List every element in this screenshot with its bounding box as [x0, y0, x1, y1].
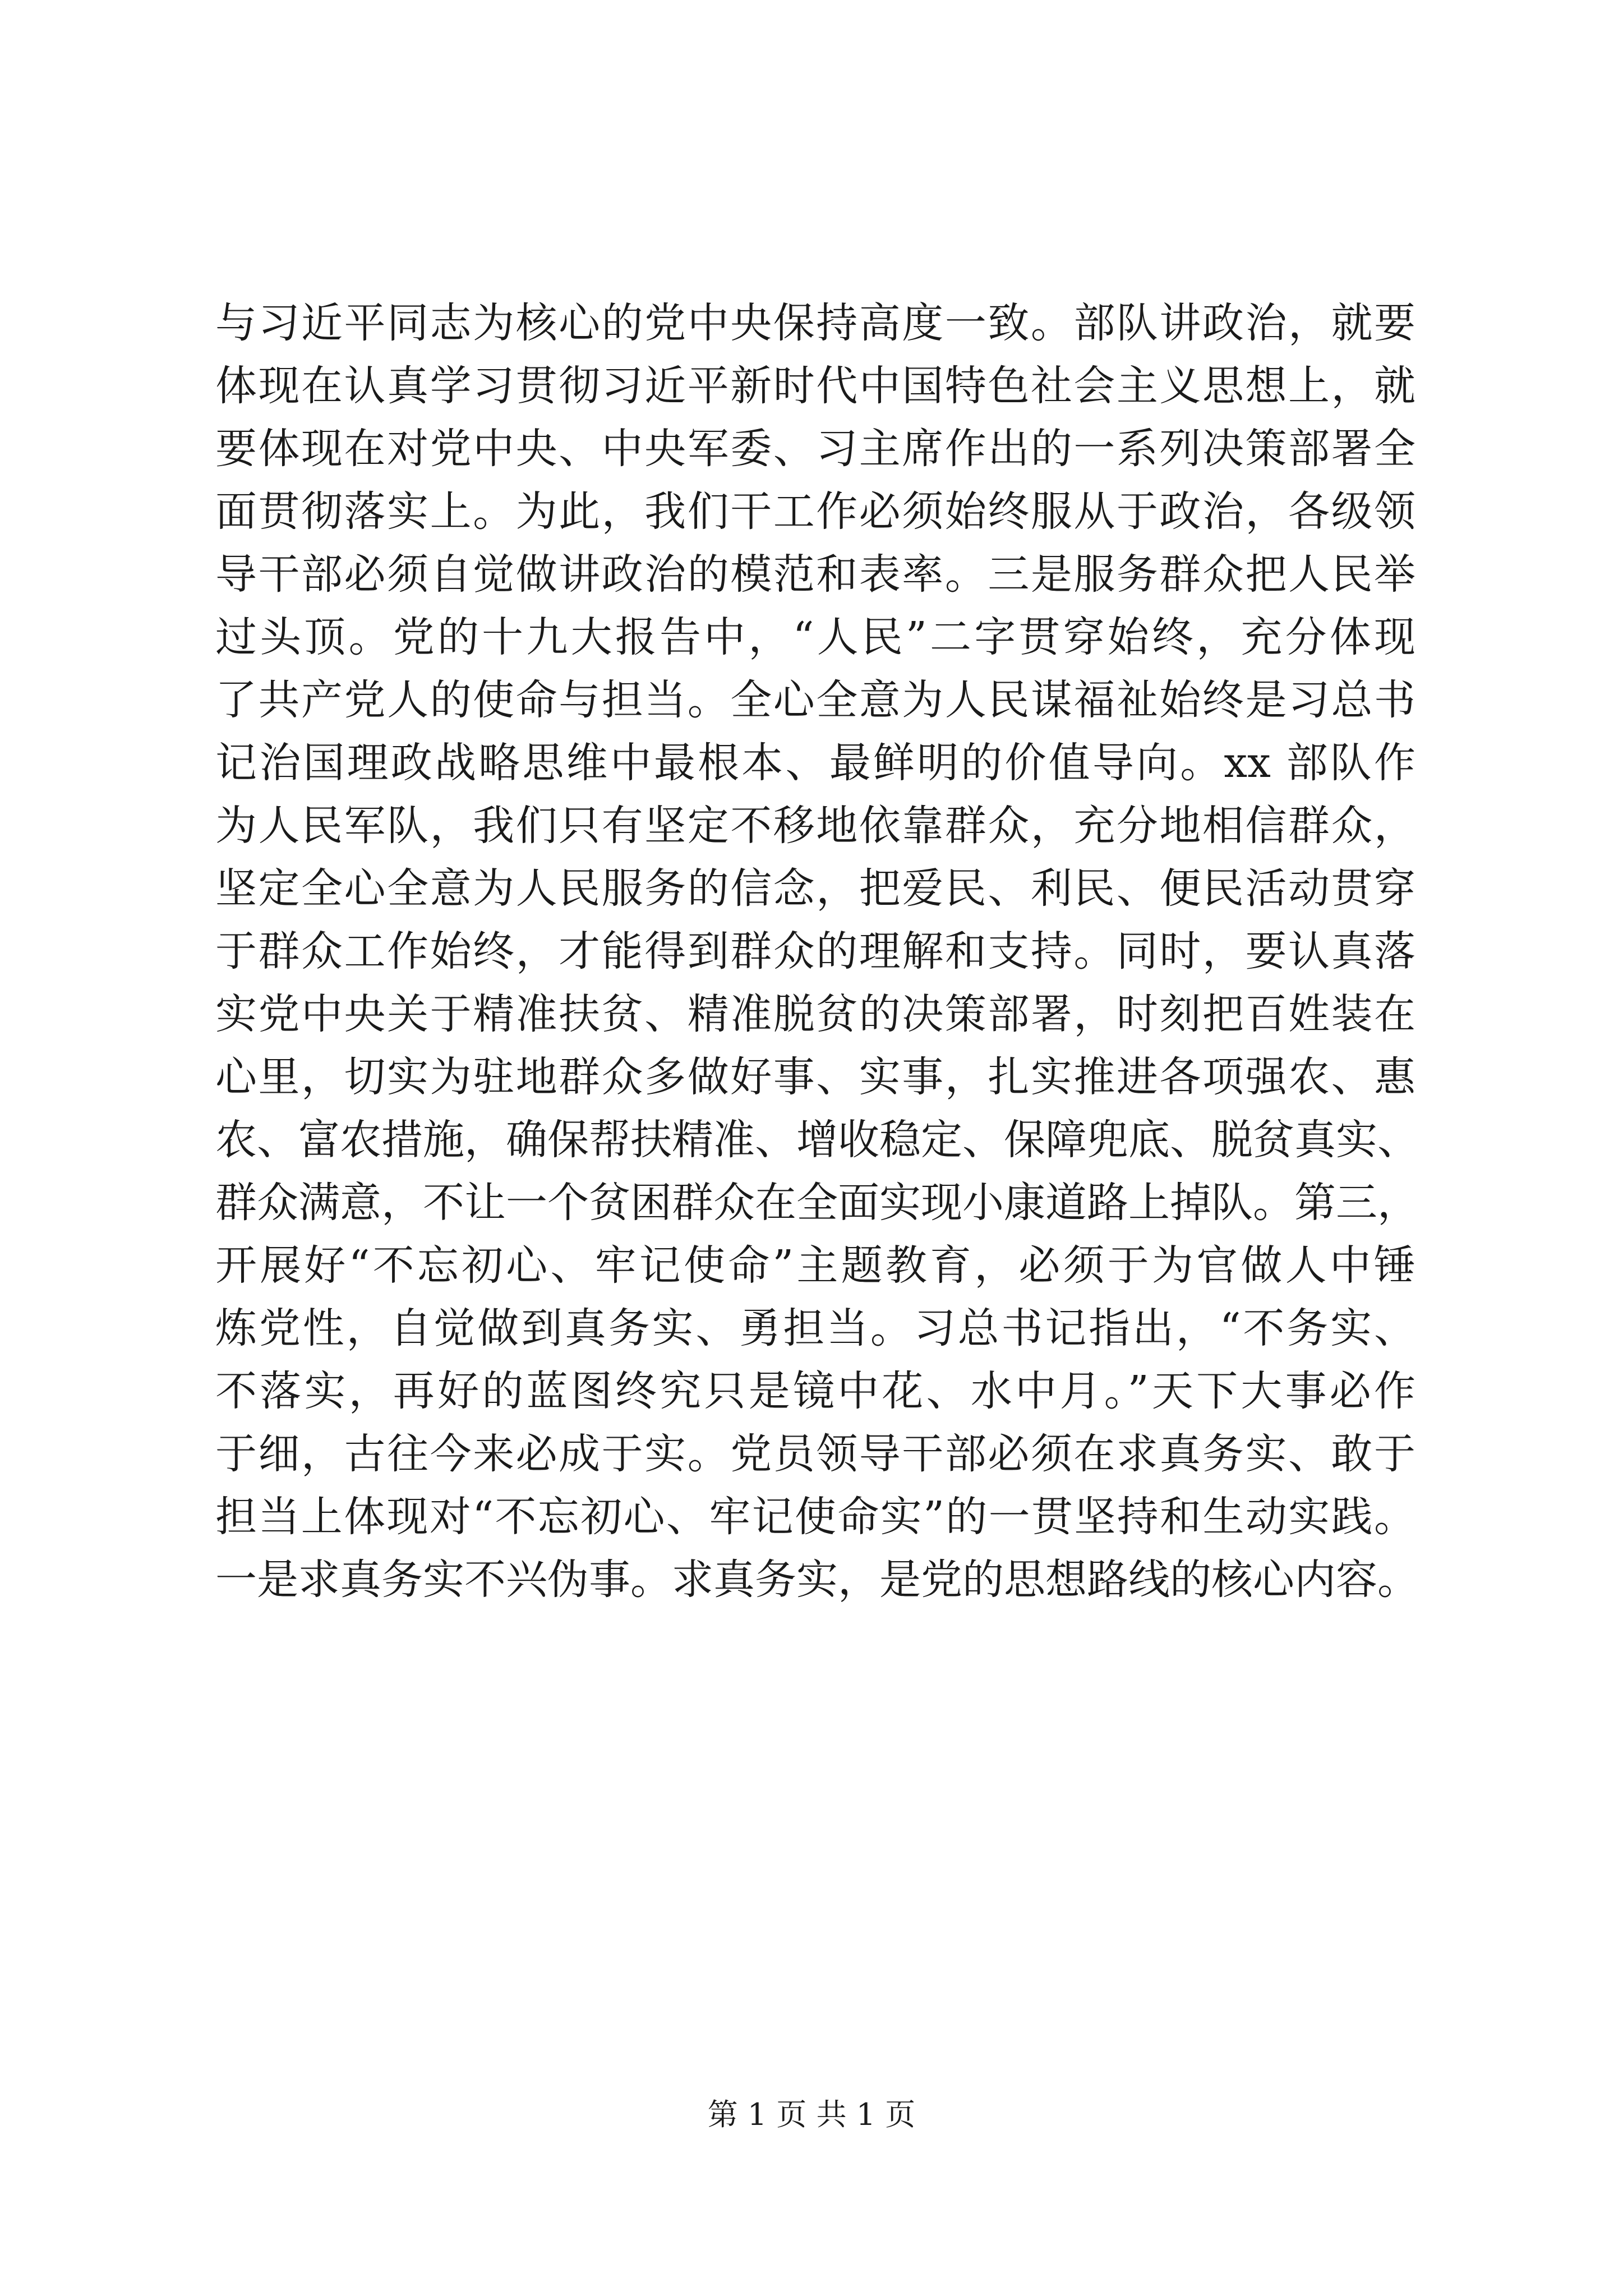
- page-footer: [0, 2095, 1623, 2134]
- text-line: 担当上体现对“不忘初心、牢记使命实”的一贯坚持和生动实践。: [215, 1493, 1415, 1541]
- text-line: 为人民军队，我们只有坚定不移地依靠群众，充分地相信群众，: [215, 802, 1415, 850]
- body-text: [215, 292, 1419, 1611]
- text-line: 群众满意，不让一个贫困群众在全面实现小康道路上掉队。第三，: [215, 1179, 1419, 1227]
- text-line: 农、富农措施，确保帮扶精准、增收稳定、保障兜底、脱贫真实、: [215, 1116, 1419, 1164]
- text-line: 开展好“不忘初心、牢记使命”主题教育，必须于为官做人中锤: [215, 1241, 1415, 1290]
- text-line: 心里，切实为驻地群众多做好事、实事，扎实推进各项强农、惠: [215, 1053, 1415, 1101]
- text-line: 体现在认真学习贯彻习近平新时代中国特色社会主义思想上，就: [215, 362, 1415, 410]
- text-line: 记治国理政战略思维中最根本、最鲜明的价值导向。xx 部队作: [215, 739, 1415, 787]
- page-indicator: 第 1 页 共 1 页: [707, 2097, 916, 2132]
- text-line: 于细，古往今来必成于实。党员领导干部必须在求真务实、敢于: [215, 1430, 1415, 1478]
- text-line: 了共产党人的使命与担当。全心全意为人民谋福祉始终是习总书: [215, 676, 1415, 724]
- text-line: 与习近平同志为核心的党中央保持高度一致。部队讲政治，就要: [215, 299, 1415, 347]
- text-line: 导干部必须自觉做讲政治的模范和表率。三是服务群众把人民举: [215, 550, 1415, 599]
- text-line: 坚定全心全意为人民服务的信念，把爱民、利民、便民活动贯穿: [215, 864, 1415, 913]
- text-line: 面贯彻落实上。为此，我们干工作必须始终服从于政治，各级领: [215, 487, 1415, 536]
- text-line: 不落实，再好的蓝图终究只是镜中花、水中月。”天下大事必作: [215, 1367, 1415, 1415]
- text-line: 实党中央关于精准扶贫、精准脱贫的决策部署，时刻把百姓装在: [215, 990, 1415, 1038]
- text-line: 过头顶。党的十九大报告中，“人民”二字贯穿始终，充分体现: [215, 613, 1415, 661]
- text-line: 炼党性，自觉做到真务实、勇担当。习总书记指出，“不务实、: [215, 1304, 1415, 1352]
- text-line: 一是求真务实不兴伪事。求真务实，是党的思想路线的核心内容。: [215, 1556, 1419, 1604]
- text-line: 要体现在对党中央、中央军委、习主席作出的一系列决策部署全: [215, 425, 1415, 473]
- text-line: 于群众工作始终，才能得到群众的理解和支持。同时，要认真落: [215, 927, 1415, 976]
